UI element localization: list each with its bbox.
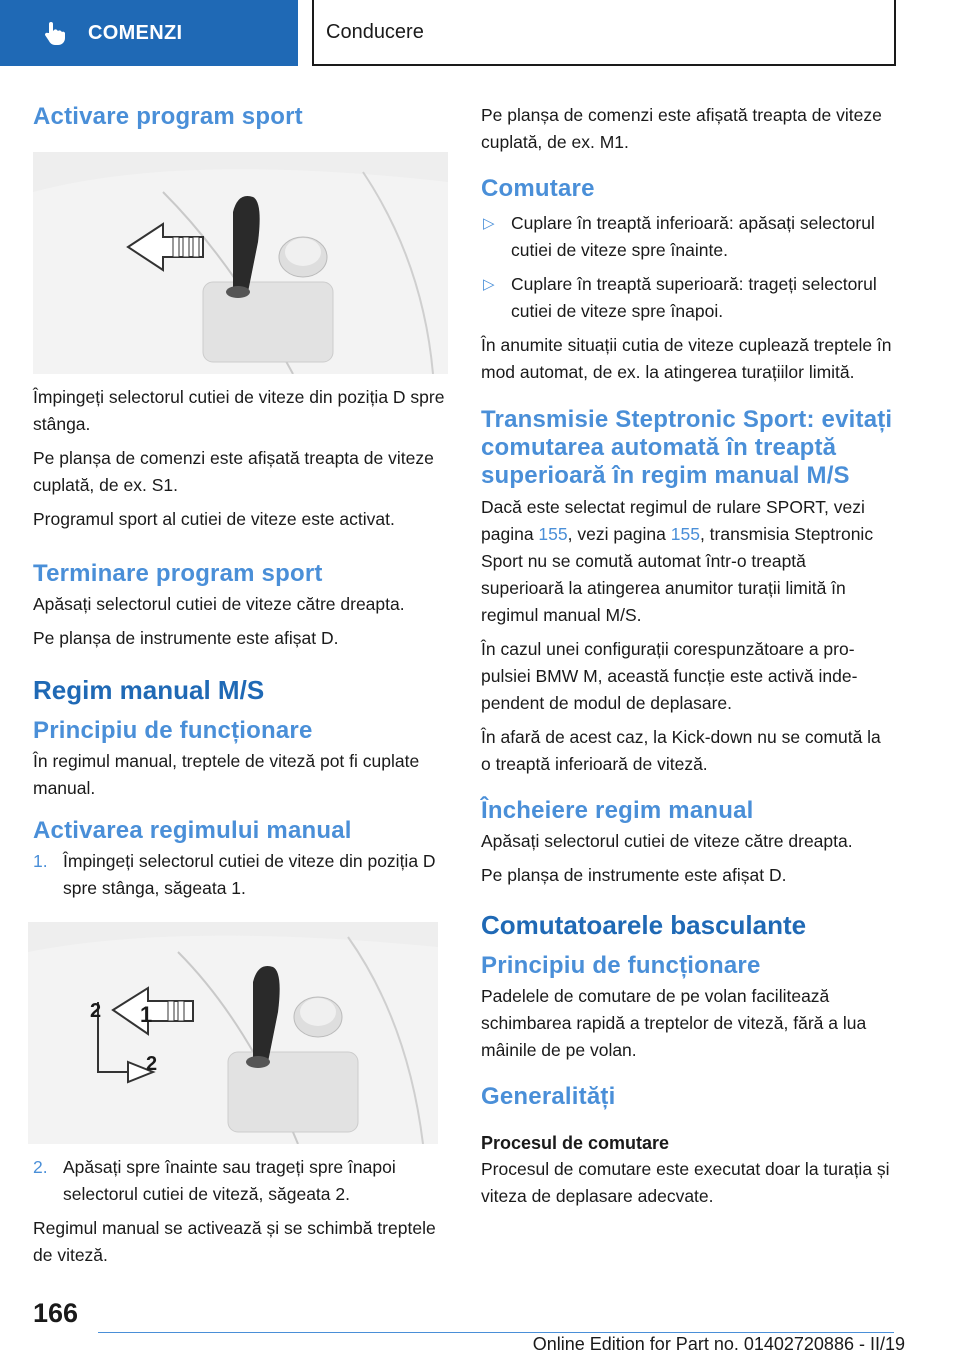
paragraph: Apăsați selectorul cutiei de viteze către dreapta. — [481, 831, 853, 851]
text: , vezi pagina — [567, 524, 671, 544]
figure-gear-selector-manual — [28, 922, 438, 1144]
paragraph: Procesul de comutare este executat doar la turația și viteza de deplasare adecvate. — [481, 1159, 890, 1206]
page-link-155[interactable]: 155 — [538, 524, 568, 544]
paragraph: În cazul unei configurații corespunzătoare a propulsiei BMW M, această funcție este activă independent de modul de deplasare. — [481, 639, 858, 713]
step-text: Împingeți selectorul cutiei de viteze din poziția D spre stânga, săgeata 1. — [63, 851, 436, 898]
heading-regim-manual: Regim manual M/S — [33, 675, 265, 705]
right-column — [481, 96, 893, 1217]
heading-activare-sport: Activare program sport — [33, 103, 303, 130]
heading-activarea-manual: Activarea regimului manual — [33, 817, 352, 844]
paragraph: Regimul manual se activează și se schimbă treptele de viteză. — [33, 1218, 436, 1265]
bullet-item-upshift — [481, 271, 893, 325]
paragraph: Pe planșa de comenzi este afișată treapta de viteze cuplată, de ex. S1. — [33, 448, 434, 495]
bullet-text: Cuplare în treaptă inferioară: apăsați selectorul cutiei de viteze spre înainte. — [511, 213, 875, 260]
bullet-text: Cuplare în treaptă superioară: trageți selectorul cutiei de viteze spre înapoi. — [511, 274, 877, 321]
text: , transmisia Steptronic Sport nu se comută automat într-o treaptă superioară la atingerea anumitor turații limită în regimul manual M/S. — [481, 524, 874, 625]
footer-edition: Online Edition for Part no. 01402720886 - II/19 — [532, 1334, 905, 1354]
step-number: 2. — [33, 1157, 48, 1177]
footer-divider — [98, 1332, 894, 1333]
paragraph: Împingeți selectorul cutiei de viteze din poziția D spre stânga. — [33, 387, 445, 434]
paragraph: Apăsați selectorul cutiei de viteze către dreapta. — [33, 594, 405, 614]
heading-comutatoare: Comutatoarele basculante — [481, 910, 807, 940]
figure-gear-selector-sport — [33, 152, 448, 374]
heading-transmisie-steptronic: Transmisie Steptronic Sport: evitați comutarea automată în treaptă superioară în regim manual M/S — [481, 406, 893, 489]
heading-comutare: Comutare — [481, 175, 595, 202]
bullet-item-downshift — [481, 210, 893, 264]
arrow-label-1: 1 — [140, 1002, 153, 1027]
heading-principiu-paddles: Principiu de funcționare — [481, 952, 761, 979]
tab-comenzi[interactable] — [0, 0, 298, 66]
triangle-bullet-icon: ▷ — [483, 276, 495, 293]
triangle-bullet-icon: ▷ — [483, 215, 495, 232]
list-item-step-1 — [33, 848, 448, 902]
heading-incheiere-manual: Încheiere regim manual — [481, 797, 754, 824]
paragraph: În anumite situații cutia de viteze cuplează treptele în mod automat, de ex. la atingerea turațiilor limită. — [481, 335, 892, 382]
list-item-step-2 — [33, 1154, 448, 1208]
paragraph: Programul sport al cutiei de viteze este activat. — [33, 509, 395, 529]
step-text: Apăsați spre înainte sau trageți spre înapoi selectorul cutiei de viteză, săgeata 2. — [63, 1157, 396, 1204]
arrow-label-2-top: 2 — [90, 1000, 102, 1022]
gear-selector-manual-illustration — [28, 922, 438, 1144]
hand-pointer-icon — [40, 19, 68, 47]
paragraph: Pe planșa de instrumente este afișat D. — [33, 628, 339, 648]
text: Dacă este selectat regimul de rulare SPORT, vezi pagina — [481, 497, 865, 544]
heading-principiu: Principiu de funcționare — [33, 717, 313, 744]
left-column — [33, 96, 448, 1276]
arrow-label-2-bottom: 2 — [146, 1053, 158, 1075]
page-header — [0, 0, 960, 66]
heading-terminare-sport: Terminare program sport — [33, 560, 323, 587]
paragraph: Pe planșa de comenzi este afișată treapta de viteze cuplată, de ex. M1. — [481, 105, 882, 152]
section-title-label: Conducere — [326, 20, 424, 43]
heading-generalitati: Generalități — [481, 1083, 616, 1110]
step-number: 1. — [33, 851, 48, 871]
section-title — [312, 0, 896, 66]
paragraph: Pe planșa de instrumente este afișat D. — [481, 865, 787, 885]
paragraph: Padelele de comutare de pe volan facilitează schimbarea rapidă a treptelor de viteză, fără a lua mâinile de pe volan. — [481, 986, 867, 1060]
page-number: 166 — [33, 1298, 79, 1328]
paragraph: În regimul manual, treptele de viteză pot fi cuplate manual. — [33, 751, 420, 798]
tab-comenzi-label: COMENZI — [88, 21, 183, 44]
page-link-155[interactable]: 155 — [670, 524, 700, 544]
gear-selector-illustration — [33, 152, 448, 374]
paragraph: În afară de acest caz, la Kick-down nu se comută la o treaptă inferioară de viteză. — [481, 727, 881, 774]
paragraph-sport-mode — [481, 494, 893, 629]
heading-procesul-comutare: Procesul de comutare — [481, 1133, 670, 1153]
